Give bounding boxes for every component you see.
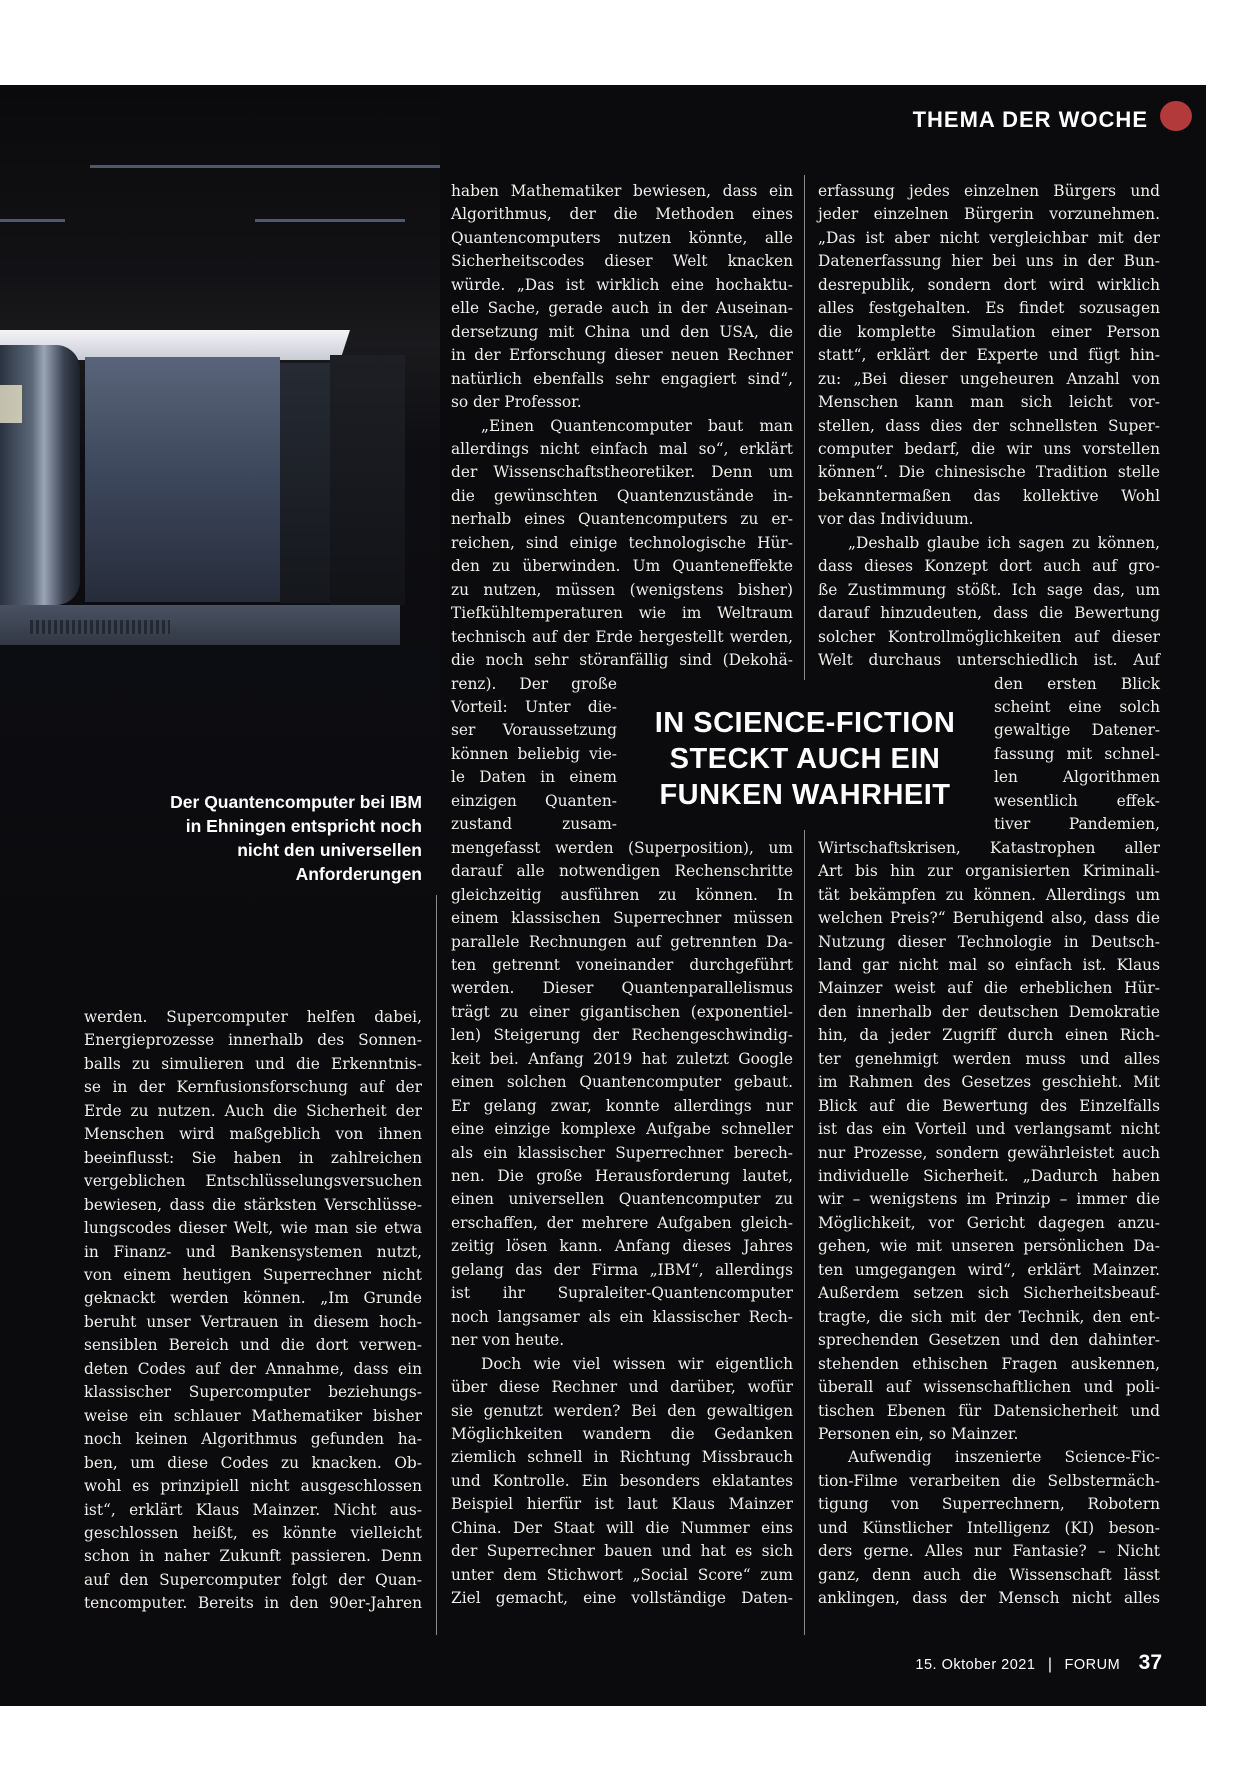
text-line: weise ein schlauer Mathematiker bisher xyxy=(84,1406,422,1425)
text-line: Art bis hin zur organisierten Kriminali- xyxy=(818,862,1160,881)
text-line: hin, da jeder Zugriff durch einen Rich- xyxy=(818,1026,1160,1045)
text-line: können beliebig vie- xyxy=(451,744,617,763)
paragraph-wrap xyxy=(994,673,1160,837)
text-line: erschaffen, der mehrere Aufgaben gleich- xyxy=(451,1213,793,1232)
text-line: keit bei. Anfang 2019 hat zuletzt Google xyxy=(451,1049,793,1068)
text-line: zeitig lösen kann. Anfang dieses Jahres xyxy=(451,1237,793,1256)
text-line: zustand zusam- xyxy=(451,815,617,834)
text-line: „Einen Quantencomputer baut man xyxy=(481,416,793,435)
text-line: Ziel gemacht, eine vollständige Daten- xyxy=(451,1589,793,1608)
text-line: renz). Der große xyxy=(451,674,617,693)
text-line: len) Steigerung der Rechengeschwindig- xyxy=(451,1026,793,1045)
text-line: als ein klassischer Superrechner berech- xyxy=(451,1143,793,1162)
text-line: Menschen wird maßgeblich von ihnen xyxy=(84,1125,422,1144)
text-line: Datenerfassung hier bei uns in der Bun- xyxy=(818,252,1160,271)
text-line: vergeblichen Entschlüsselungsversuchen xyxy=(84,1172,422,1191)
text-line: der Wissenschaftstheoretiker. Denn um xyxy=(451,463,793,482)
text-line: sensiblen Bereich und die dort verwen- xyxy=(84,1336,422,1355)
text-line: gehen, wie mit unseren persönlichen Da- xyxy=(818,1237,1160,1256)
text-line: einzigen Quanten- xyxy=(451,791,617,810)
text-line: geknackt werden können. „Im Grunde xyxy=(84,1289,422,1308)
text-line: tischen Ebenen für Datensicherheit und xyxy=(818,1401,1160,1420)
text-line: stehenden ethischen Fragen auskennen, xyxy=(818,1354,1160,1373)
section-kicker: THEMA DER WOCHE xyxy=(912,107,1148,132)
text-line: lungscodes dieser Welt, wie man sie etwa xyxy=(84,1219,422,1238)
text-line: im Rahmen des Gesetzes geschieht. Mit xyxy=(818,1073,1160,1092)
text-line: technisch auf der Erde hergestellt werden, xyxy=(451,627,793,646)
text-line: Nutzung dieser Technologie in Deutsch- xyxy=(818,932,1160,951)
text-line: ser Voraussetzung xyxy=(451,721,617,740)
pull-quote-line: STECKT AUCH EIN xyxy=(669,743,941,775)
cryostat-glow xyxy=(0,385,22,423)
text-line: nur Prozesse, sondern gewährleistet auch xyxy=(818,1143,1160,1162)
text-line: tiver Pandemien, xyxy=(994,815,1160,834)
page-number: 37 xyxy=(1138,1651,1162,1674)
paragraph xyxy=(451,1353,793,1611)
text-line: noch langsamer als ein klassischer Rech- xyxy=(451,1307,793,1326)
text-line: haben Mathematiker bewiesen, dass ein xyxy=(451,182,793,200)
text-line: tigung von Superrechnern, Robotern xyxy=(818,1495,1160,1514)
text-line: ganz, denn auch die Wissenschaft lässt xyxy=(818,1565,1160,1584)
paragraph xyxy=(451,415,793,673)
text-line: darauf alle notwendigen Rechenschritte xyxy=(451,862,793,881)
text-line: individuelle Sicherheit. „Dadurch haben xyxy=(818,1167,1160,1186)
text-line: werden. Dieser Quantenparallelismus xyxy=(451,979,793,998)
text-line: und Kontrolle. Ein besonders eklatantes xyxy=(451,1471,793,1490)
text-line: bekanntermaßen das kollektive Wohl xyxy=(818,486,1160,505)
text-line: die komplette Simulation einer Person xyxy=(818,322,1160,341)
text-line: den innerhalb der deutschen Demokratie xyxy=(818,1002,1160,1021)
column-divider xyxy=(804,830,805,1635)
text-line: vor das Individuum. xyxy=(818,510,974,529)
text-line: Quantencomputers nutzen könnte, alle xyxy=(451,228,793,247)
magazine-name: FORUM xyxy=(1064,1657,1121,1673)
text-line: Algorithmus, der die Methoden eines xyxy=(451,205,793,224)
text-line: Blick auf die Bewertung des Einzelfalls xyxy=(818,1096,1160,1115)
text-line: ziemlich schnell in Richtung Missbrauch xyxy=(451,1448,793,1467)
text-line: unter dem Stichwort „Social Score“ zum xyxy=(451,1565,793,1584)
text-line: solcher Kontrollmöglichkeiten auf dieser xyxy=(818,627,1160,646)
text-line: desrepublik, sondern dort wird wirklich xyxy=(818,275,1160,294)
ceiling-light-strip xyxy=(0,219,65,222)
pull-quote xyxy=(640,705,970,813)
text-line: Vorteil: Unter die- xyxy=(451,697,617,716)
text-line: in Finanz- und Bankensystemen nutzt, xyxy=(84,1242,422,1261)
text-line: erfassung jedes einzelnen Bürgers und xyxy=(818,182,1160,200)
text-line: klassischer Supercomputer beziehungs- xyxy=(84,1383,422,1402)
text-line: werden. Supercomputer helfen dabei, xyxy=(84,1008,422,1026)
red-dot-icon xyxy=(1160,101,1192,131)
column-divider xyxy=(804,175,805,680)
text-line: scheint eine solch xyxy=(994,697,1160,716)
text-line: gelang das der Firma „IBM“, allerdings xyxy=(451,1260,793,1279)
text-line: der Superrechner bauen und hat es sich xyxy=(451,1542,793,1561)
article-column-3 xyxy=(818,180,1160,1611)
text-line: Sicherheitscodes dieser Welt knacken xyxy=(451,252,793,271)
text-line: ner von heute. xyxy=(451,1331,565,1350)
cabinet-front xyxy=(85,357,280,602)
text-line: geschlossen heißt, es könnte vielleicht xyxy=(84,1523,422,1542)
paragraph xyxy=(84,1006,422,1616)
text-line: den zu überwinden. Um Quanteneffekte xyxy=(451,557,793,576)
text-line: bewiesen, dass die stärksten Verschlüsse- xyxy=(84,1195,422,1214)
text-line: Doch wie viel wissen wir eigentlich xyxy=(481,1354,793,1373)
cryostat-cylinder xyxy=(0,345,80,605)
text-line: einen universellen Quantencomputer zu xyxy=(451,1190,793,1209)
page-footer xyxy=(915,1651,1162,1675)
footer-separator: | xyxy=(1047,1656,1053,1673)
text-line: jeder einzelnen Bürgerin vorzunehmen. xyxy=(818,205,1160,224)
text-line: trägt zu einer gigantischen (exponentiel- xyxy=(451,1002,793,1021)
text-line: ße Zustimmung stößt. Ich sage das, um xyxy=(818,580,1160,599)
article-column-2 xyxy=(451,180,793,1611)
text-line: Menschen kann man sich leicht vor- xyxy=(818,393,1160,412)
text-line: allerdings nicht einfach mal so“, erklärt xyxy=(451,439,793,458)
text-line: le Daten in einem xyxy=(451,768,617,787)
text-line: gewaltige Datener- xyxy=(994,721,1160,740)
pull-quote-line: IN SCIENCE-FICTION xyxy=(654,707,956,739)
magazine-page xyxy=(0,85,1206,1706)
text-line: China. Der Staat will die Nummer eins xyxy=(451,1518,793,1537)
text-line: Energieprozesse innerhalb des Sonnen- xyxy=(84,1031,422,1050)
ceiling-light-strip xyxy=(255,219,405,222)
text-line: Mainzer weist auf die erheblichen Hür- xyxy=(818,979,1160,998)
text-line: dersetzung mit China und den USA, die xyxy=(451,322,793,341)
text-line: mengefasst werden (Superposition), um xyxy=(451,838,793,857)
text-line: überall auf wissenschaftlichen und poli- xyxy=(818,1378,1160,1397)
text-line: und Künstlicher Intelligenz (KI) beson- xyxy=(818,1518,1160,1537)
text-line: von einem heutigen Superrechner nicht xyxy=(84,1265,422,1284)
text-line: natürlich ebenfalls sehr engagiert sind“, xyxy=(451,369,793,388)
text-line: noch keinen Algorithmus gefunden ha- xyxy=(84,1430,422,1449)
text-line: zu: „Bei dieser ungeheuren Anzahl von xyxy=(818,369,1160,388)
paragraph xyxy=(451,837,793,1353)
text-line: Wirtschaftskrisen, Katastrophen aller xyxy=(818,838,1160,857)
text-line: sie genutzt werden? Bei den gewaltigen xyxy=(451,1401,793,1420)
paragraph xyxy=(818,180,1160,532)
text-line: über diese Rechner und darüber, wofür xyxy=(451,1378,793,1397)
text-line: darauf hinzudeuten, dass die Bewertung xyxy=(818,604,1160,623)
text-line: Möglichkeiten wandern die Gedanken xyxy=(451,1425,793,1444)
text-line: welchen Preis?“ Beruhigend also, dass die xyxy=(818,909,1160,928)
text-line: ist das ein Vorteil und verlangsamt nicht xyxy=(818,1120,1160,1139)
text-line: anklingen, dass der Mensch nicht alles xyxy=(818,1589,1160,1608)
text-line: reichen, sind einige technologische Hür- xyxy=(451,533,793,552)
text-line: schon in naher Zukunft passieren. Denn xyxy=(84,1547,422,1566)
text-line: alles festgehalten. Es findet sozusagen xyxy=(818,299,1160,318)
cabinet-side xyxy=(280,363,330,603)
text-line: Personen ein, so Mainzer. xyxy=(818,1425,1019,1444)
text-line: tragte, die sich mit der Technik, den ent- xyxy=(818,1307,1160,1326)
text-line: „Das ist aber nicht vergleichbar mit der xyxy=(818,228,1160,247)
text-line: ders gerne. Alles nur Fantasie? – Nicht xyxy=(818,1542,1160,1561)
text-line: ist ihr Supraleiter-Quantencomputer xyxy=(451,1284,793,1303)
text-line: ten umgegangen wird“, erklärt Mainzer. xyxy=(818,1260,1160,1279)
text-line: ten getrennt voneinander durchgeführt xyxy=(451,955,793,974)
text-line: se in der Kernfusionsforschung auf der xyxy=(84,1078,422,1097)
text-line: fassung mit schnel- xyxy=(994,744,1160,763)
text-line: len Algorithmen xyxy=(994,768,1160,787)
ceiling-light-strip xyxy=(90,165,440,168)
text-line: balls zu simulieren und die Erkenntnis- xyxy=(84,1054,422,1073)
text-line: elle Sache, gerade auch in der Auseinan- xyxy=(451,299,793,318)
text-line: Möglichkeit, vor Gericht dagegen anzu- xyxy=(818,1213,1160,1232)
text-line: wir – wenigstens im Prinzip – immer die xyxy=(818,1190,1160,1209)
text-line: parallele Rechnungen auf getrennten Da- xyxy=(451,932,793,951)
text-line: land gar nicht mal so einfach ist. Klaus xyxy=(818,955,1160,974)
paragraph xyxy=(818,532,1160,673)
text-line: dass dieses Konzept dort auch auf gro- xyxy=(818,557,1160,576)
text-line: Aufwendig inszenierte Science-Fic- xyxy=(848,1448,1160,1467)
column-divider xyxy=(436,895,437,1635)
text-line: Erde zu nutzen. Auch die Sicherheit der xyxy=(84,1101,422,1120)
text-line: einen solchen Quantencomputer gebaut. xyxy=(451,1073,793,1092)
text-line: ist“, erklärt Klaus Mainzer. Nicht aus- xyxy=(84,1500,422,1519)
text-line: auf den Supercomputer folgt der Quan- xyxy=(84,1570,422,1589)
text-line: sprechenden Gesetzen und den dahinter- xyxy=(818,1331,1160,1350)
text-line: statt“, erklärt der Experte und fügt hin- xyxy=(818,346,1160,365)
text-line: Er gelang zwar, konnte allerdings nur xyxy=(451,1096,793,1115)
cabinet-back xyxy=(330,355,405,605)
text-line: tion-Filme verarbeiten die Selbstermäch- xyxy=(818,1471,1160,1490)
article-column-1 xyxy=(84,1006,422,1616)
text-line: tät bekämpfen zu können. Allerdings um xyxy=(818,885,1160,904)
text-line: nerhalb eines Quantencomputers zu er- xyxy=(451,510,793,529)
text-line: „Deshalb glaube ich sagen zu können, xyxy=(848,533,1160,552)
floor-grate xyxy=(30,620,170,634)
paragraph xyxy=(818,1446,1160,1610)
text-line: in der Erforschung dieser neuen Rechner xyxy=(451,346,793,365)
paragraph-wrap xyxy=(451,673,617,837)
text-line: die noch sehr störanfällig sind (Dekohä- xyxy=(451,651,793,670)
issue-date: 15. Oktober 2021 xyxy=(915,1657,1036,1673)
text-line: wohl es prinzipiell nicht ausgeschlossen xyxy=(84,1477,422,1496)
paragraph xyxy=(818,837,1160,1447)
text-line: tencomputer. Bereits in den 90er-Jahren xyxy=(84,1594,422,1613)
text-line: können“. Die chinesische Tradition stelle xyxy=(818,463,1160,482)
text-line: den ersten Blick xyxy=(994,674,1160,693)
text-line: beeinflusst: Sie haben in zahlreichen xyxy=(84,1148,422,1167)
text-line: so der Professor. xyxy=(451,393,582,412)
text-line: nen. Die große Herausforderung lautet, xyxy=(451,1167,793,1186)
text-line: wesentlich effek- xyxy=(994,791,1160,810)
text-line: Außerdem setzen sich Sicherheitsbeauf- xyxy=(818,1284,1160,1303)
text-line: zu nutzen, müssen (wenigstens bisher) xyxy=(451,580,793,599)
text-line: würde. „Das ist wirklich eine hochaktu- xyxy=(451,275,793,294)
text-line: einem klassischen Superrechner müssen xyxy=(451,909,793,928)
text-line: die gewünschten Quantenzustände in- xyxy=(451,486,793,505)
paragraph xyxy=(451,180,793,415)
text-line: deten Codes auf der Annahme, dass ein xyxy=(84,1359,422,1378)
pull-quote-line: FUNKEN WAHRHEIT xyxy=(659,779,951,811)
text-line: beruht unser Vertrauen in diesem hoch- xyxy=(84,1312,422,1331)
text-line: Beispiel hierfür ist laut Klaus Mainzer xyxy=(451,1495,793,1514)
text-line: gleichzeitig ausführen zu können. In xyxy=(451,885,793,904)
photo-caption: Der Quantencomputer bei IBM in Ehningen entspricht noch nicht den universellen Anforderungen xyxy=(170,792,422,884)
text-line: ter genehmigt werden muss und alles xyxy=(818,1049,1160,1068)
text-line: eine einzige komplexe Aufgabe schneller xyxy=(451,1120,793,1139)
text-line: ben, um diese Codes zu knacken. Ob- xyxy=(84,1453,422,1472)
text-line: computer bedarf, die wir uns vorstellen xyxy=(818,439,1160,458)
text-line: Welt durchaus unterschiedlich ist. Auf xyxy=(818,651,1160,670)
text-line: stellen, dass dies der schnellsten Super- xyxy=(818,416,1160,435)
text-line: Tiefkühltemperaturen wie im Weltraum xyxy=(451,604,793,623)
